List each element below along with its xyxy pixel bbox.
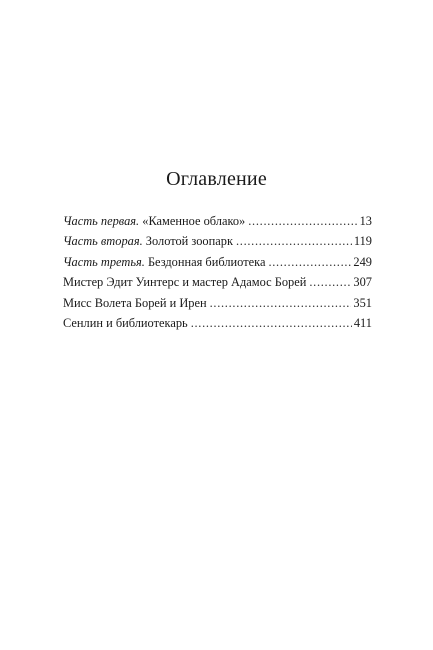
toc-entry bbox=[63, 293, 372, 313]
toc-list bbox=[63, 211, 372, 333]
toc-entry bbox=[63, 313, 372, 333]
toc-entry bbox=[63, 252, 372, 272]
toc-entry-text bbox=[63, 211, 248, 231]
toc-entry bbox=[63, 231, 372, 251]
toc-entry bbox=[63, 211, 372, 231]
toc-page-number: 249 bbox=[353, 254, 372, 269]
dot-leader bbox=[191, 313, 352, 333]
toc-entry-title: Сенлин и библиотекарь bbox=[63, 315, 188, 330]
toc-entry-part: Часть третья. bbox=[63, 254, 145, 269]
toc-page-number: 119 bbox=[353, 234, 372, 249]
toc-entry-text bbox=[63, 272, 309, 292]
toc-page-number: 411 bbox=[353, 315, 372, 330]
toc-entry bbox=[63, 272, 372, 292]
dot-leader bbox=[236, 231, 352, 251]
dot-leader bbox=[268, 252, 351, 272]
dot-leader bbox=[210, 293, 352, 313]
dot-leader bbox=[248, 211, 357, 231]
toc-page-number: 307 bbox=[353, 275, 372, 290]
toc-entry-title: Мистер Эдит Уинтерс и мастер Адамос Борей bbox=[63, 275, 307, 290]
toc-page-number: 13 bbox=[359, 214, 372, 228]
toc-entry-text bbox=[63, 293, 210, 313]
toc-title: Оглавление bbox=[166, 168, 267, 190]
toc-entry-title: Бездонная библиотека bbox=[144, 254, 266, 269]
toc-entry-title: «Каменное облако» bbox=[139, 214, 246, 228]
toc-entry-title: Золотой зоопарк bbox=[142, 234, 233, 249]
toc-entry-part: Часть первая. bbox=[63, 214, 140, 228]
dot-leader bbox=[309, 272, 351, 292]
toc-entry-part: Часть вторая. bbox=[63, 234, 143, 249]
toc-entry-text bbox=[63, 313, 191, 333]
toc-page-number: 351 bbox=[353, 295, 372, 310]
toc-entry-text bbox=[63, 252, 268, 272]
toc-entry-title: Мисс Волета Борей и Ирен bbox=[63, 295, 207, 310]
toc-entry-text bbox=[63, 231, 236, 251]
